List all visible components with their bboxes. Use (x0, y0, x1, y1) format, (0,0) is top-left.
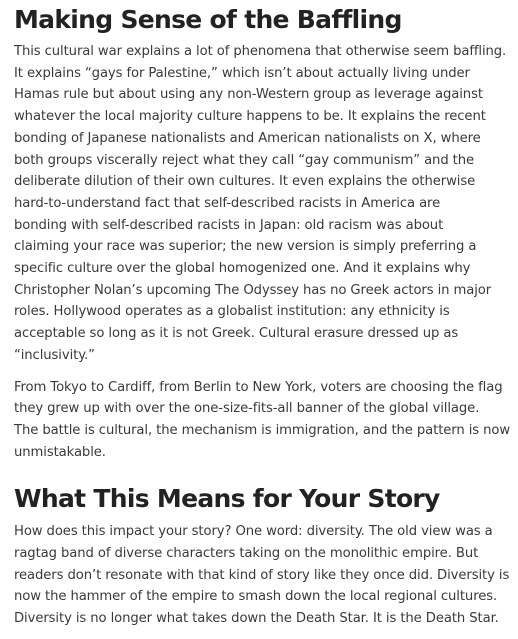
text-line: whatever the local majority culture happens to be. It explains the recent (14, 109, 486, 125)
text-line: Christopher Nolan’s upcoming The Odyssey has no Greek actors in major (14, 282, 492, 298)
text-line: The battle is cultural, the mechanism is immigration, and the pattern is now (14, 422, 511, 438)
paragraph (14, 521, 514, 630)
paragraph (14, 377, 514, 464)
text-line: roles. Hollywood operates as a globalist institution: any ethnicity is (14, 304, 450, 320)
text-line: both groups viscerally reject what they call “gay communism” and the (14, 152, 475, 168)
text-line: bonding of Japanese nationalists and American nationalists on X, where (14, 130, 481, 146)
text-line: From Tokyo to Cardiff, from Berlin to New York, voters are choosing the flag (14, 379, 503, 395)
text-line: acceptable so long as it is not Greek. Cultural erasure dressed up as (14, 326, 459, 342)
text-line: How does this impact your story? One word: diversity. The old view was a (14, 524, 493, 540)
paragraph (14, 41, 514, 367)
text-line: It explains “gays for Palestine,” which isn’t about actually living under (14, 65, 470, 81)
article-body (14, 0, 514, 630)
text-line: deliberate dilution of their own cultures. It even explains the otherwise (14, 174, 476, 190)
text-line: hard-to-understand fact that self-described racists in America are (14, 195, 441, 211)
section-heading: What This Means for Your Story (14, 484, 440, 514)
text-line: unmistakable. (14, 444, 106, 460)
text-line: Diversity is no longer what takes down the Death Star. It is the Death Star. (14, 611, 499, 627)
text-line: they grew up with over the one-size-fits-all banner of the global village. (14, 401, 480, 417)
text-line: bonding with self-described racists in Japan: old racism was about (14, 217, 444, 233)
text-line: ragtag band of diverse characters taking on the monolithic empire. But (14, 546, 479, 562)
text-line: claiming your race was superior; the new version is simply preferring a (14, 239, 477, 255)
section-heading: Making Sense of the Baffling (14, 5, 402, 34)
text-line: readers don’t resonate with that kind of story like they once did. Diversity is (14, 567, 510, 583)
text-line: now the hammer of the empire to smash down the local regional cultures. (14, 589, 498, 605)
text-line: specific culture over the global homogenized one. And it explains why (14, 261, 471, 277)
text-line: Hamas rule but about using any non-Western group as leverage against (14, 87, 483, 103)
text-line: “inclusivity.” (14, 347, 95, 363)
text-line: This cultural war explains a lot of phenomena that otherwise seem baffling. (14, 44, 507, 59)
